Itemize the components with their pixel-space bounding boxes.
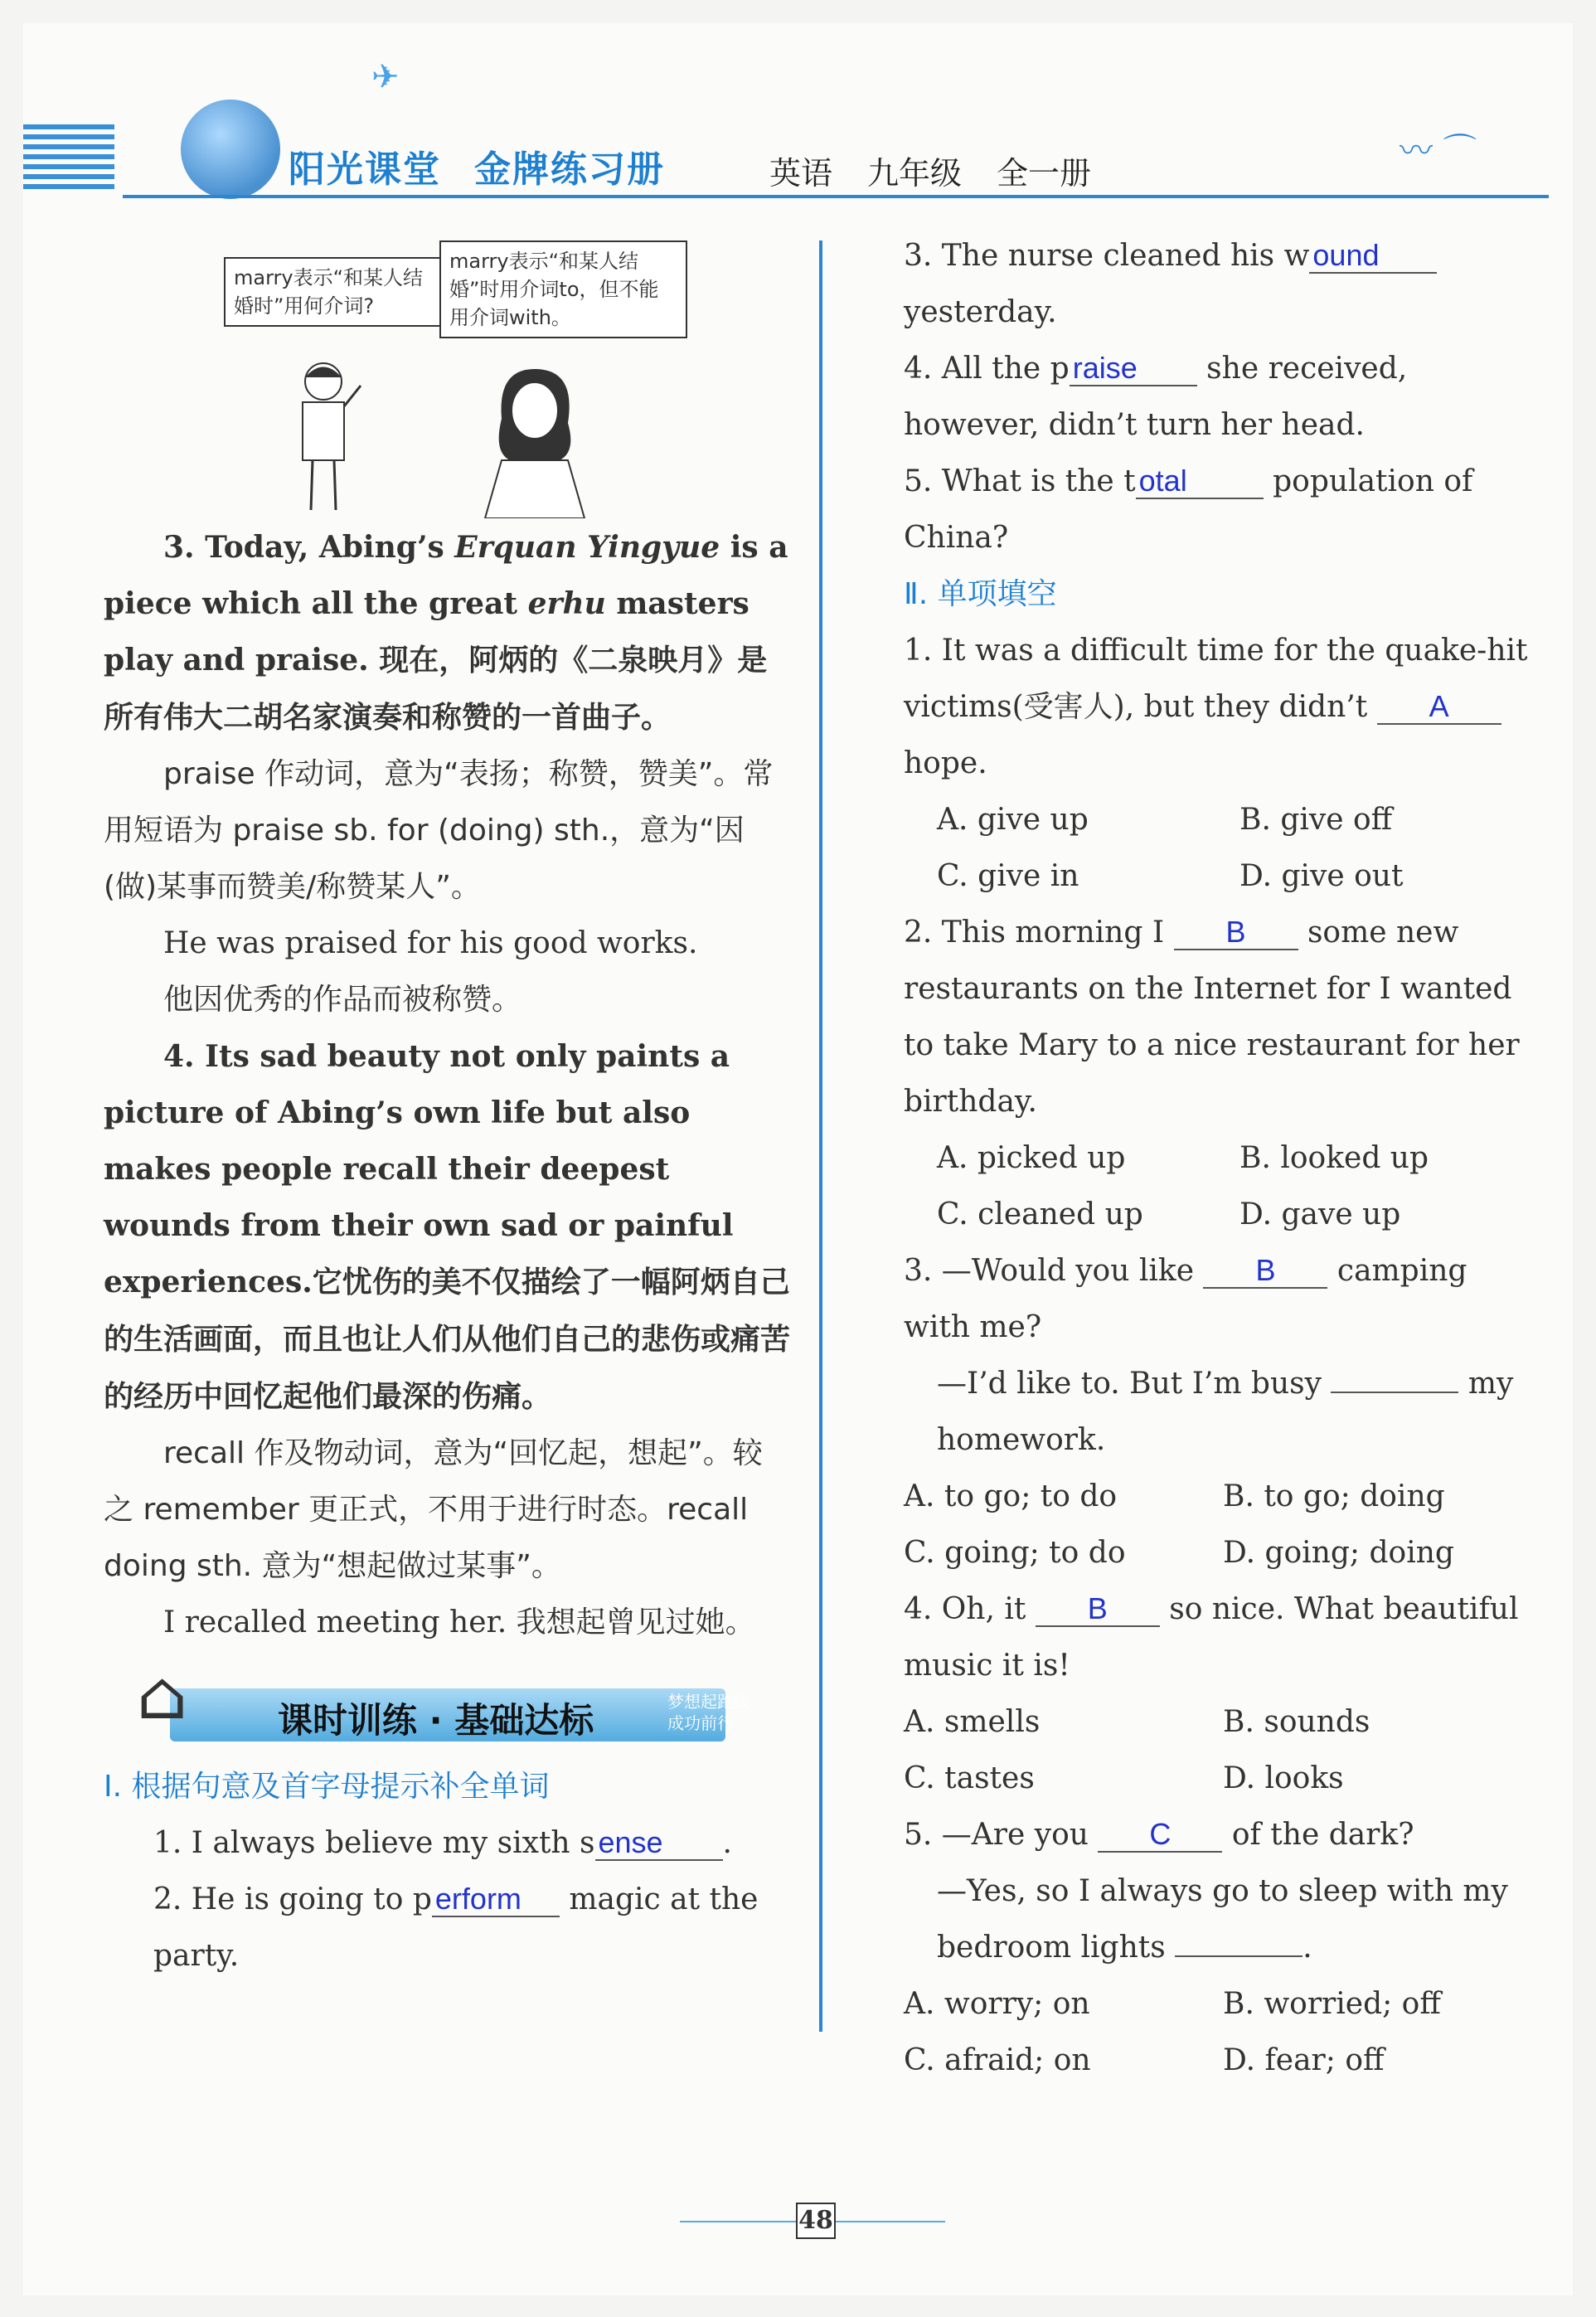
m5-response-end: . (1303, 1931, 1312, 1965)
m4-option-c[interactable]: C. tastes (904, 1761, 1035, 1795)
m5-options-row-2 (904, 2033, 1542, 2089)
paper-plane-icon: ✈ (371, 58, 400, 96)
m2-options-row-2 (904, 1187, 1542, 1243)
m3-options-row-2 (904, 1525, 1542, 1581)
q5-prompt: 5. What is the t (904, 464, 1136, 498)
m5-answer[interactable]: C (1098, 1818, 1222, 1853)
page-footer (680, 2196, 945, 2246)
item3-text (104, 519, 792, 746)
house-icon: ⌂ (137, 1657, 188, 1734)
praise-note: praise 作动词，意为“表扬；称赞，赞美”。常用短语为 praise sb. for (doing) sth.，意为“因(做)某事而赞美/称赞某人”。 (104, 757, 774, 904)
m5-option-c[interactable]: C. afraid; on (904, 2043, 1091, 2077)
m1-options-row-2 (904, 848, 1542, 905)
q3-end: yesterday. (904, 295, 1057, 329)
m4-option-d[interactable]: D. looks (1223, 1761, 1344, 1795)
m4-end: so nice. What beautiful music it is! (904, 1592, 1519, 1683)
section-banner (104, 1657, 792, 1759)
m4-option-b[interactable]: B. sounds (1223, 1705, 1370, 1739)
m5-response (904, 1863, 1542, 1976)
m4-options-row-1 (904, 1694, 1542, 1751)
m3-answer[interactable]: B (1203, 1254, 1327, 1289)
m1-end: hope. (904, 746, 987, 780)
q2-answer[interactable]: erform (432, 1882, 560, 1917)
girl-figure (452, 361, 618, 518)
page-header (23, 58, 1557, 207)
mc-question-1 (904, 623, 1542, 792)
item3-mid: is a piece which all the great (104, 530, 788, 621)
question-5 (904, 454, 1542, 566)
m1-option-b[interactable]: B. give off (1239, 803, 1393, 837)
book-title-a: 阳光课堂 (289, 148, 441, 191)
m5-option-a[interactable]: A. worry; on (904, 1987, 1090, 2021)
section-tag (667, 1691, 750, 1734)
section-title: 课时训练 · 基础达标 (278, 1700, 594, 1741)
question-1 (104, 1815, 792, 1872)
m5-option-b[interactable]: B. worried; off (1223, 1987, 1441, 2021)
m1-option-a[interactable]: A. give up (937, 803, 1089, 837)
m3-option-b[interactable]: B. to go; doing (1223, 1479, 1445, 1513)
mc-question-4 (904, 1581, 1542, 1694)
m3-response-end: my homework. (937, 1367, 1514, 1457)
q5-end: population of China? (904, 464, 1473, 555)
m2-option-a[interactable]: A. picked up (937, 1141, 1126, 1175)
m4-option-a[interactable]: A. smells (904, 1705, 1041, 1739)
item3-end: masters play and praise. (104, 586, 749, 678)
column-divider (819, 240, 822, 2032)
m3-option-a[interactable]: A. to go; to do (904, 1479, 1118, 1513)
m1-option-d[interactable]: D. give out (1239, 859, 1404, 893)
mc-question-3 (904, 1243, 1542, 1356)
m2-option-b[interactable]: B. looked up (1239, 1141, 1429, 1175)
praise-example-en: He was praised for his good works. (163, 926, 698, 960)
m3-response-text: —I’d like to. But I’m busy (937, 1367, 1322, 1401)
answer-bubble: marry表示“和某人结婚”时用介词to，但不能用介词with。 (439, 240, 687, 338)
m2-option-c[interactable]: C. cleaned up (937, 1197, 1143, 1231)
mc-question-2 (904, 905, 1542, 1130)
book-title-b: 金牌练习册 (474, 148, 665, 191)
item3-song-title: Erquan Yingyue (454, 530, 720, 565)
m1-answer[interactable]: A (1377, 690, 1501, 725)
m2-end: some new restaurants on the Internet for I wanted to take Mary to a nice restaurant for her birthday. (904, 916, 1520, 1119)
item3-erhu: erhu (527, 586, 606, 621)
recall-note: recall 作及物动词，意为“回忆起，想起”。较之 remember 更正式，不用于进行时态。recall doing sth. 意为“想起做过某事”。 (104, 1436, 763, 1583)
question-2 (104, 1872, 792, 1984)
subject: 英语 (769, 155, 833, 192)
praise-example-cn: 他因优秀的作品而被称赞。 (163, 983, 522, 1017)
m1-stem: 1. It was a difficult time for the quake-hit victims(受害人), but they didn’t (904, 634, 1528, 724)
m3-response (904, 1356, 1542, 1469)
m1-options-row-1 (904, 792, 1542, 848)
m5-response-text: —Yes, so I always go to sleep with my bedroom lights (937, 1874, 1508, 1965)
question-3 (904, 228, 1542, 341)
m1-option-c[interactable]: C. give in (937, 859, 1079, 893)
item4-translation: 它忧伤的美不仅描绘了一幅阿炳自己的生活画面，而且也让人们从他们自己的悲伤或痛苦的经历中回忆起他们最深的伤痛。 (104, 1265, 791, 1414)
volume: 全一册 (997, 155, 1092, 192)
m3-second-blank[interactable] (1331, 1392, 1458, 1393)
q1-prompt: 1. I always believe my sixth s (153, 1826, 595, 1860)
m3-stem: 3. —Would you like (904, 1254, 1194, 1288)
q5-answer[interactable]: otal (1136, 464, 1264, 499)
q3-prompt: 3. The nurse cleaned his w (904, 239, 1310, 273)
m5-stem: 5. —Are you (904, 1818, 1089, 1852)
q3-answer[interactable]: ound (1309, 239, 1437, 274)
m5-end: of the dark? (1231, 1818, 1414, 1852)
q1-answer[interactable]: ense (595, 1826, 723, 1861)
q2-prompt: 2. He is going to p (153, 1882, 432, 1916)
recall-example: I recalled meeting her. 我想起曾见过她。 (163, 1605, 755, 1639)
m2-options-row-1 (904, 1130, 1542, 1187)
m2-answer[interactable]: B (1174, 916, 1298, 950)
m4-answer[interactable]: B (1036, 1592, 1160, 1627)
section-tag-2: 成功前行 (667, 1713, 734, 1733)
section-tag-1: 梦想起跑线 (667, 1692, 750, 1712)
q1-end: . (722, 1826, 732, 1860)
question-4 (904, 341, 1542, 454)
m3-option-d[interactable]: D. going; doing (1223, 1536, 1454, 1570)
cartoon-illustration (104, 240, 792, 514)
m5-second-blank[interactable] (1175, 1955, 1303, 1957)
m3-end: camping with me? (904, 1254, 1467, 1344)
m3-option-c[interactable]: C. going; to do (904, 1536, 1126, 1570)
boy-figure (278, 357, 369, 514)
q2-end: magic at the party. (153, 1882, 759, 1973)
q4-prompt: 4. All the p (904, 352, 1070, 386)
item3-translation: 现在，阿炳的《二泉映月》是所有伟大二胡名家演奏和称赞的一首曲子。 (104, 644, 768, 735)
mc-question-5 (904, 1807, 1542, 1863)
m5-option-d[interactable]: D. fear; off (1223, 2043, 1385, 2077)
m5-options-row-1 (904, 1976, 1542, 2033)
left-column (104, 240, 792, 1984)
header-stripes (23, 124, 114, 191)
m2-stem: 2. This morning I (904, 916, 1165, 950)
page-number: 48 (796, 2203, 836, 2239)
birds-icon: 〰 ⌒ (1400, 132, 1477, 170)
book-title (289, 139, 698, 192)
q4-answer[interactable]: raise (1070, 352, 1197, 386)
book-meta (769, 148, 1126, 193)
m3-options-row-1 (904, 1469, 1542, 1525)
item3-intro: 3. Today, Abing’s (163, 530, 444, 565)
part2-title: Ⅱ. 单项填空 (904, 577, 1057, 611)
m2-option-d[interactable]: D. gave up (1239, 1197, 1401, 1231)
grade: 九年级 (867, 155, 963, 192)
item4-english: 4. Its sad beauty not only paints a picture of Abing’s own life but also makes people recall their deepest wounds from their own sad or painful experiences. (104, 1039, 734, 1299)
m4-options-row-2 (904, 1751, 1542, 1807)
right-column (904, 228, 1542, 2089)
part1-title: Ⅰ. 根据句意及首字母提示补全单词 (104, 1770, 550, 1804)
item4-text (104, 1028, 792, 1426)
q4-end: she received, however, didn’t turn her head. (904, 352, 1408, 442)
question-bubble: marry表示“和某人结婚时”用何介词? (224, 257, 443, 327)
m4-stem: 4. Oh, it (904, 1592, 1026, 1626)
